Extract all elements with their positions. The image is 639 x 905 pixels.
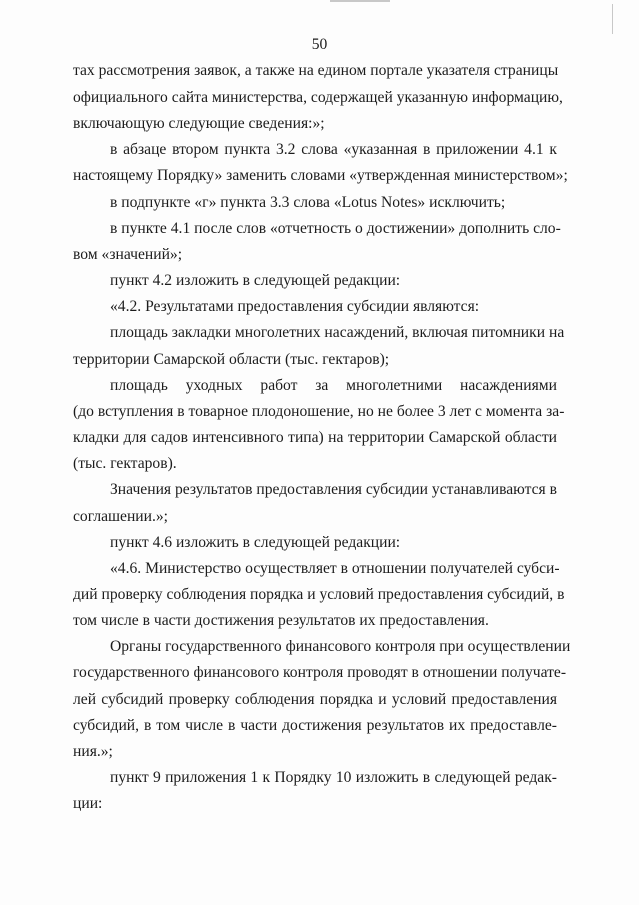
text-line: в пункте 4.1 после слов «отчетность о достижении» дополнить сло- [110,220,561,237]
text-line: кладки для садов интенсивного типа) на территории Самарской области [73,429,557,446]
text-line: «4.2. Результатами предоставления субсидии являются: [110,298,480,315]
text-line: «4.6. Министерство осуществляет в отношении получателей субси- [110,560,560,577]
scan-artifact [330,0,390,2]
text-line: площадь закладки многолетних насаждений, включая питомники на [110,324,565,341]
text-line: официального сайта министерства, содержащей указанную информацию, [73,89,563,106]
text-line: пункт 4.2 изложить в следующей редакции: [110,272,401,289]
text-line: Значения результатов предоставления субсидии устанавливаются в [110,481,557,498]
text-line: (до вступления в товарное плодоношение, но не более 3 лет с момента за- [73,403,565,420]
text-line: включающую следующие сведения:»; [73,115,325,132]
scan-artifact [612,4,613,34]
text-line: лей субсидий проверку соблюдения порядка и условий предоставления [73,691,557,708]
text-line: вом «значений»; [73,246,183,263]
text-line: пункт 9 приложения 1 к Порядку 10 изложить в следующей редак- [110,769,557,786]
text-line: пункт 4.6 изложить в следующей редакции: [110,534,401,551]
text-line: том числе в части достижения результатов их предоставления. [73,612,489,629]
text-line: в абзаце втором пункта 3.2 слова «указанная в приложении 4.1 к [110,141,557,158]
text-line: (тыс. гектаров). [73,455,177,472]
text-line: территории Самарской области (тыс. гектаров); [73,351,390,368]
text-line: в подпункте «г» пункта 3.3 слова «Lotus Notes» исключить; [110,194,506,211]
text-line: Органы государственного финансового контроля при осуществлении [110,638,571,655]
text-line: государственного финансового контроля проводят в отношении получате- [73,664,567,681]
text-line: ции: [73,795,103,812]
text-line: дий проверку соблюдения порядка и условий предоставления субсидий, в [73,586,565,603]
text-line: субсидий, в том числе в части достижения результатов их предоставле- [73,717,557,734]
text-line: настоящему Порядку» заменить словами «утвержденная министерством»; [73,167,568,184]
text-line: ния.»; [73,743,113,760]
text-line: площадь уходных работ за многолетними насаждениями [110,377,557,394]
text-line: соглашении.»; [73,508,169,525]
text-line: тах рассмотрения заявок, а также на едином портале указателя страницы [73,62,559,79]
page-number: 50 [311,36,328,53]
